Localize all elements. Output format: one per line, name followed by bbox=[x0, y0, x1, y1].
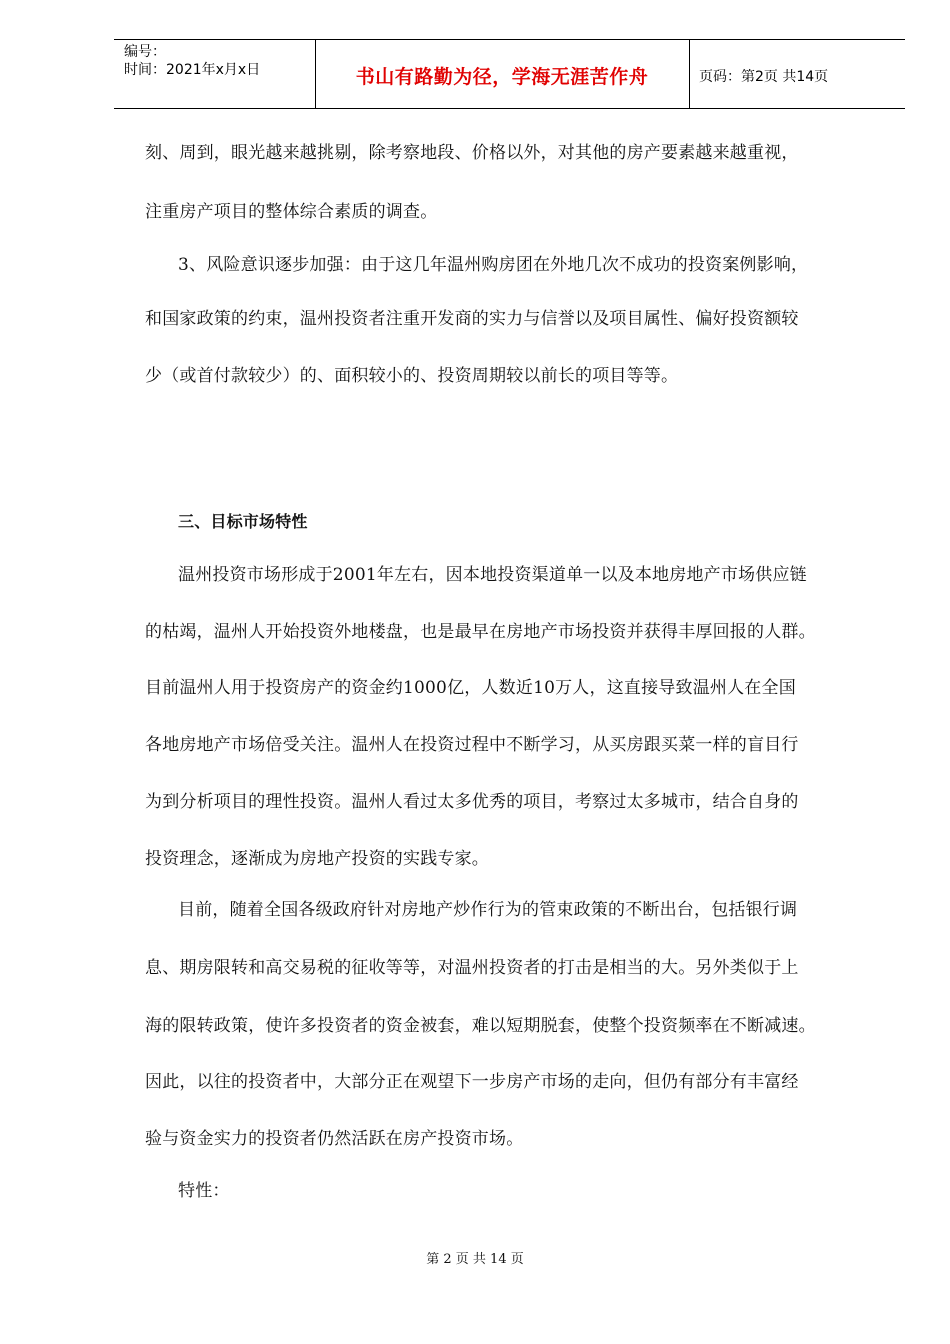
body-text-line: 和国家政策的约束，温州投资者注重开发商的实力与信誉以及项目属性、偏好投资额较 bbox=[145, 309, 799, 329]
body-text-line: 的枯竭，温州人开始投资外地楼盘，也是最早在房地产市场投资并获得丰厚回报的人群。 bbox=[145, 622, 816, 642]
body-text-line: 少（或首付款较少）的、面积较小的、投资周期较以前长的项目等等。 bbox=[145, 366, 679, 386]
body-text-line: 温州投资市场形成于2001年左右，因本地投资渠道单一以及本地房地产市场供应链 bbox=[178, 565, 807, 585]
body-text-line: 目前温州人用于投资房产的资金约1000亿，人数近10万人，这直接导致温州人在全国 bbox=[145, 678, 796, 698]
body-text-line: 3、风险意识逐步加强：由于这几年温州购房团在外地几次不成功的投资案例影响， bbox=[178, 255, 809, 275]
body-text-line: 因此，以往的投资者中，大部分正在观望下一步房产市场的走向，但仍有部分有丰富经 bbox=[145, 1072, 799, 1092]
section-heading: 三、目标市场特性 bbox=[178, 512, 308, 531]
page-footer: 第 2 页 共 14 页 bbox=[426, 1252, 524, 1267]
body-text-line: 投资理念，逐渐成为房地产投资的实践专家。 bbox=[145, 849, 489, 869]
page-header bbox=[114, 39, 905, 109]
header-meta bbox=[124, 43, 260, 79]
body-text-line: 特性： bbox=[178, 1181, 230, 1201]
header-divider bbox=[689, 40, 690, 108]
header-page-info: 页码：第2页 共14页 bbox=[699, 69, 829, 85]
body-text-line: 目前，随着全国各级政府针对房地产炒作行为的管束政策的不断出台，包括银行调 bbox=[178, 900, 798, 920]
document-number-label: 编号： bbox=[124, 44, 166, 60]
body-text-line: 刻、周到，眼光越来越挑剔，除考察地段、价格以外，对其他的房产要素越来越重视， bbox=[145, 143, 799, 163]
body-text-line: 注重房产项目的整体综合素质的调查。 bbox=[145, 202, 438, 222]
header-motto: 书山有路勤为径，学海无涯苦作舟 bbox=[355, 66, 649, 88]
body-text-line: 各地房地产市场倍受关注。温州人在投资过程中不断学习，从买房跟买菜一样的盲目行 bbox=[145, 735, 799, 755]
document-time-label: 时间：2021年x月x日 bbox=[124, 62, 261, 78]
body-text-line: 为到分析项目的理性投资。温州人看过太多优秀的项目，考察过太多城市，结合自身的 bbox=[145, 792, 799, 812]
body-text-line: 验与资金实力的投资者仍然活跃在房产投资市场。 bbox=[145, 1129, 524, 1149]
body-text-line: 息、期房限转和高交易税的征收等等，对温州投资者的打击是相当的大。另外类似于上 bbox=[145, 958, 799, 978]
body-text-line: 海的限转政策，使许多投资者的资金被套，难以短期脱套，使整个投资频率在不断减速。 bbox=[145, 1016, 816, 1036]
